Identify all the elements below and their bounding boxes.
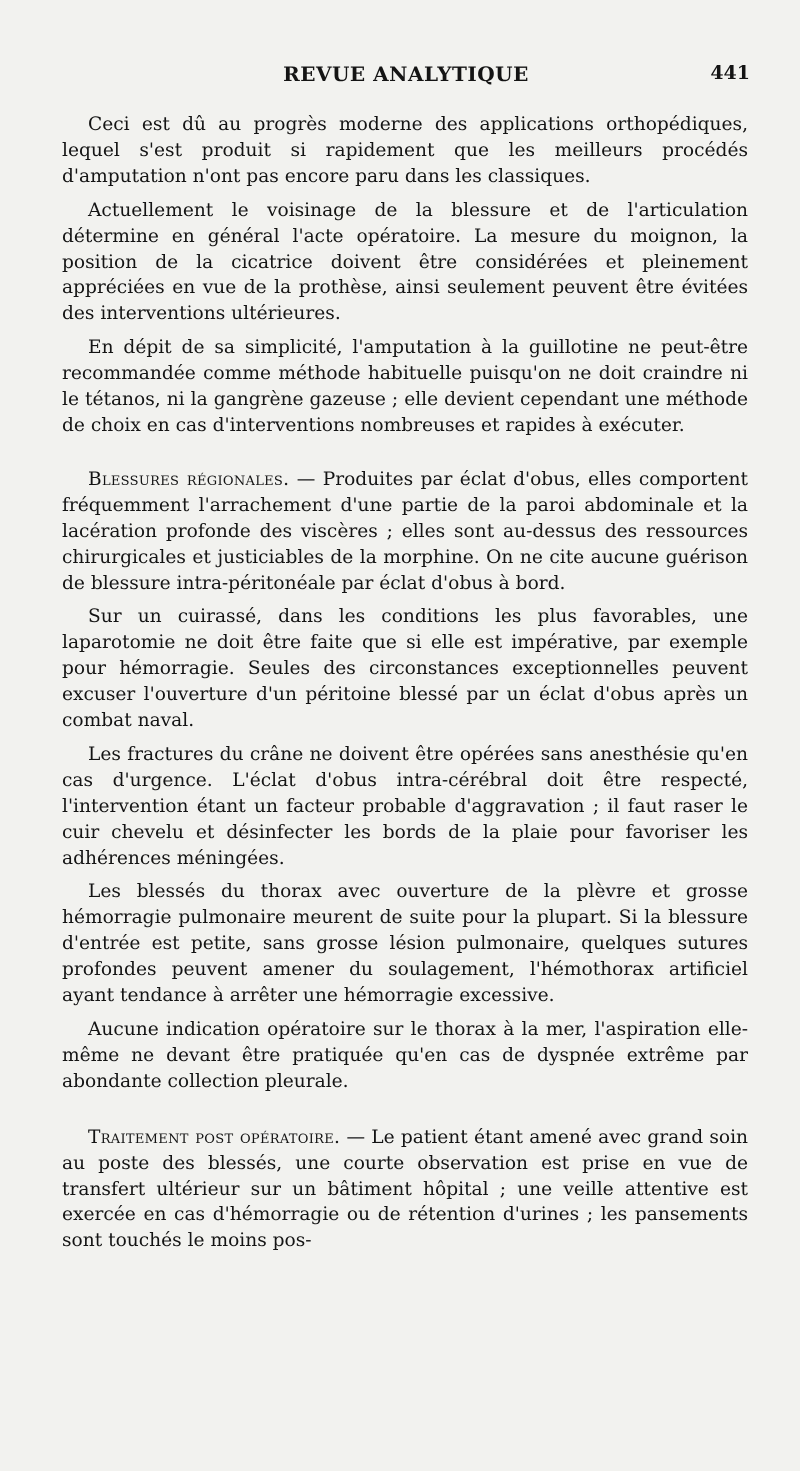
paragraph-post-operative — [62, 1125, 748, 1255]
paragraph-5: Sur un cuirassé, dans les conditions les plus favorables, une laparotomie ne doit être faite que si elle est impérative, par exemple pour hémorragie. Seules des circonstances exceptionnelles peuvent excuser l'ouverture d'un péritoine blessé par un éclat d'obus après un combat naval. — [62, 606, 748, 732]
paragraph-8: Aucune indication opératoire sur le thorax à la mer, l'aspiration elle-même ne devant être pratiquée qu'en cas de dyspnée extrême par abondante collection pleurale. — [62, 1019, 748, 1092]
paragraph-text: — Le patient étant amené avec grand soin au poste des blessés, une courte observation est prise en vue de transfert ultérieur sur un bâtiment hôpital ; une veille attentive est exercée en cas d'hémorragie ou de rétention d'urines ; les pansements sont touchés le moins pos- — [62, 1126, 748, 1252]
paragraph-2: Actuellement le voisinage de la blessure et de l'articulation détermine en général l'acte opératoire. La mesure du moignon, la position de la cicatrice doivent être considérées et pleinement appréciées en vue de la prothèse, ainsi seulement peuvent être évitées des interventions ultérieures. — [62, 199, 748, 325]
paragraph-3: En dépit de sa simplicité, l'amputation à la guillotine ne peut-être recommandée comme méthode habituelle puisqu'on ne doit craindre ni le tétanos, ni la gangrène gazeuse ; elle devient cependant une méthode de choix en cas d'interventions nombreuses et rapides à exécuter. — [62, 337, 748, 436]
paragraph-text: — Produites par éclat d'obus, elles comportent fréquemment l'arrachement d'une partie de la paroi abdominale et la lacération profonde des viscères ; elles sont au-dessus des ressources chirurgicales et justiciables de la morphine. On ne cite aucune guérison de blessure intra-péritonéale par éclat d'obus à bord. — [62, 468, 748, 594]
page-header — [62, 62, 750, 92]
paragraph-6: Les fractures du crâne ne doivent être opérées sans anesthésie qu'en cas d'urgence. L'éclat d'obus intra-cérébral doit être respecté, l'intervention étant un facteur probable d'aggravation ; il faut raser le cuir chevelu et désinfecter les bords de la plaie pour favoriser les adhérences méningées. — [62, 743, 748, 869]
paragraph-7: Les blessés du thorax avec ouverture de la plèvre et grosse hémorragie pulmonaire meurent de suite pour la plupart. Si la blessure d'entrée est petite, sans grosse lésion pulmonaire, quelques sutures profondes peuvent amener du soulagement, l'hémothorax artificiel ayant tendance à arrêter une hémorragie excessive. — [62, 881, 748, 1007]
running-title: REVUE ANALYTIQUE — [283, 62, 529, 86]
paragraph-1: Ceci est dû au progrès moderne des applications orthopédiques, lequel s'est produit si rapidement que les meilleurs procédés d'amputation n'ont pas encore paru dans les classiques. — [62, 114, 748, 187]
article-body — [62, 112, 748, 1262]
section-heading-post-operative: Traitement post opératoire. — [88, 1126, 341, 1148]
page-number: 441 — [710, 62, 750, 84]
section-heading-regional-injuries: Blessures régionales. — [88, 468, 290, 490]
paragraph-regional-injuries — [62, 467, 748, 597]
